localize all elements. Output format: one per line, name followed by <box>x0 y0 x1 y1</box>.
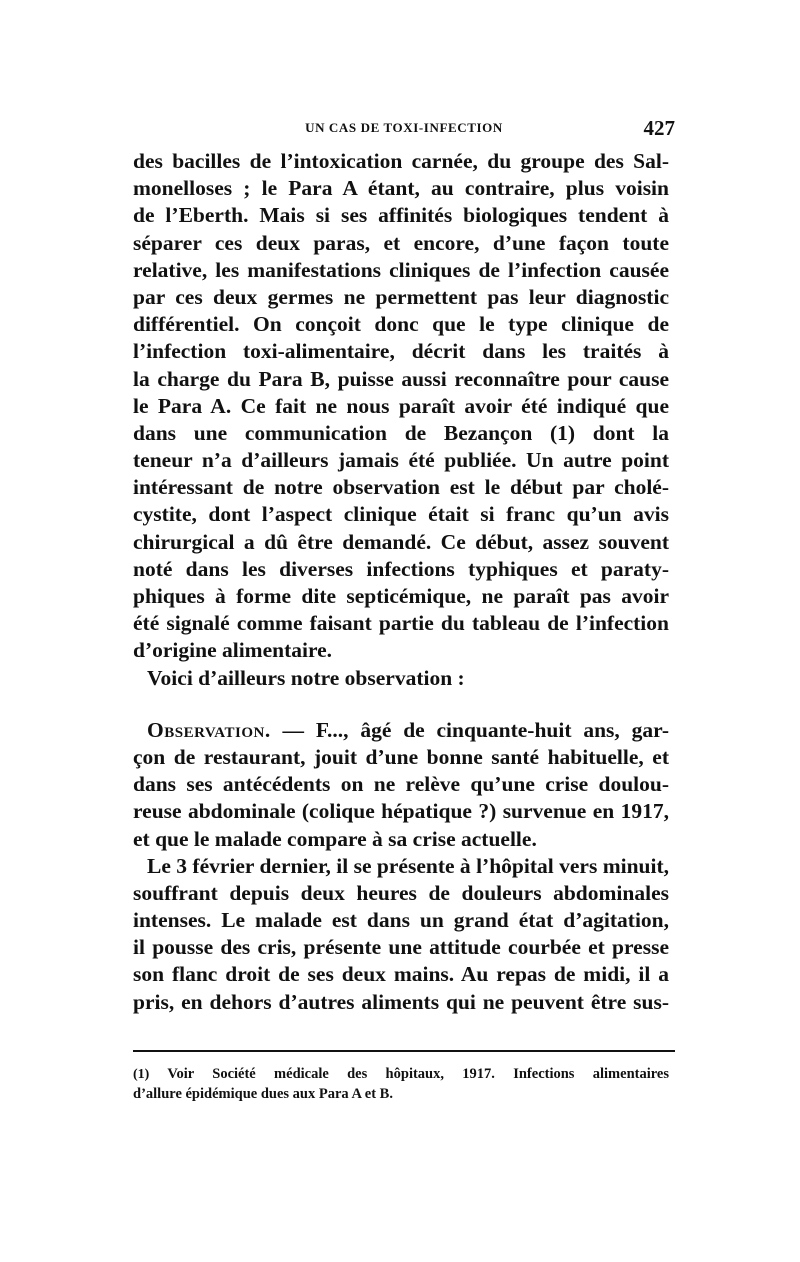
text-line: monelloses ; le Para A étant, au contraire, plus voisin <box>133 176 669 201</box>
text-line: par ces deux germes ne permettent pas leur diagnostic <box>133 284 669 309</box>
text-line: le Para A. Ce fait ne nous paraît avoir été indiqué que <box>133 393 669 418</box>
text-line: çon de restaurant, jouit d’une bonne santé habituelle, et <box>133 744 669 769</box>
footnote-line: d’allure épidémique dues aux Para A et B. <box>133 1086 393 1102</box>
text-line: été signalé comme faisant partie du tableau de l’infection <box>133 611 669 636</box>
text-line: de l’Eberth. Mais si ses affinités biologiques tendent à <box>133 203 669 228</box>
text-line: d’origine alimentaire. <box>133 638 333 663</box>
paragraph-2 <box>133 665 669 692</box>
text-line: pris, en dehors d’autres aliments qui ne peuvent être sus- <box>133 989 669 1014</box>
footnote <box>133 1064 669 1104</box>
body-text <box>133 148 669 1016</box>
text-line: reuse abdominale (colique hépatique ?) survenue en 1917, <box>133 799 669 824</box>
footnote-line <box>133 1064 669 1084</box>
text-line <box>133 717 669 744</box>
observation-label: Observation. <box>147 717 271 742</box>
page-number: 427 <box>643 116 675 140</box>
text-line: des bacilles de l’intoxication carnée, du groupe des Sal- <box>133 149 669 173</box>
footnote-rule <box>133 1050 675 1052</box>
paragraph-4 <box>133 853 669 1016</box>
text-line: Le 3 février dernier, il se présente à l’hôpital vers minuit, <box>147 853 669 878</box>
observation-text: — F..., âgé de cinquante-huit ans, gar- <box>270 717 669 742</box>
text-line: phiques à forme dite septicémique, ne paraît pas avoir <box>133 584 669 608</box>
text-line: dans ses antécédents on ne relève qu’une crise doulou- <box>133 772 669 797</box>
section-gap <box>133 692 669 717</box>
text-line: chirurgical a dû être demandé. Ce début, assez souvent <box>133 529 669 554</box>
text-line: la charge du Para B, puisse aussi reconnaître pour cause <box>133 366 669 391</box>
paragraph-1 <box>133 148 669 665</box>
text-line: noté dans les diverses infections typhiques et paraty- <box>133 556 669 581</box>
footnote-marker: (1) <box>133 1067 150 1082</box>
text-line: relative, les manifestations cliniques de l’infection causée <box>133 257 669 282</box>
text-line: et que le malade compare à sa crise actuelle. <box>133 826 537 851</box>
text-line: il pousse des cris, présente une attitude courbée et presse <box>133 935 669 960</box>
running-title: UN CAS DE TOXI-INFECTION <box>305 120 503 135</box>
text-line: cystite, dont l’aspect clinique était si franc qu’un avis <box>133 502 669 527</box>
text-line: souffrant depuis deux heures de douleurs abdominales <box>133 880 669 905</box>
text-line: différentiel. On conçoit donc que le type clinique de <box>133 312 669 337</box>
text-line: intenses. Le malade est dans un grand état d’agitation, <box>133 908 669 933</box>
text-line: l’infection toxi-alimentaire, décrit dans les traités à <box>133 339 669 364</box>
observation-paragraph <box>133 717 669 853</box>
text-line: intéressant de notre observation est le début par cholé- <box>133 475 669 500</box>
text-line: séparer ces deux paras, et encore, d’une façon toute <box>133 230 669 255</box>
text-line: Voici d’ailleurs notre observation : <box>147 665 465 690</box>
text-line: son flanc droit de ses deux mains. Au repas de midi, il a <box>133 962 669 987</box>
text-line: dans une communication de Bezançon (1) dont la <box>133 420 669 445</box>
footnote-text: Voir Société médicale des hôpitaux, 1917. Infections alimentaires <box>149 1066 669 1082</box>
text-line: teneur n’a d’ailleurs jamais été publiée. Un autre point <box>133 448 669 473</box>
running-head <box>133 116 675 140</box>
